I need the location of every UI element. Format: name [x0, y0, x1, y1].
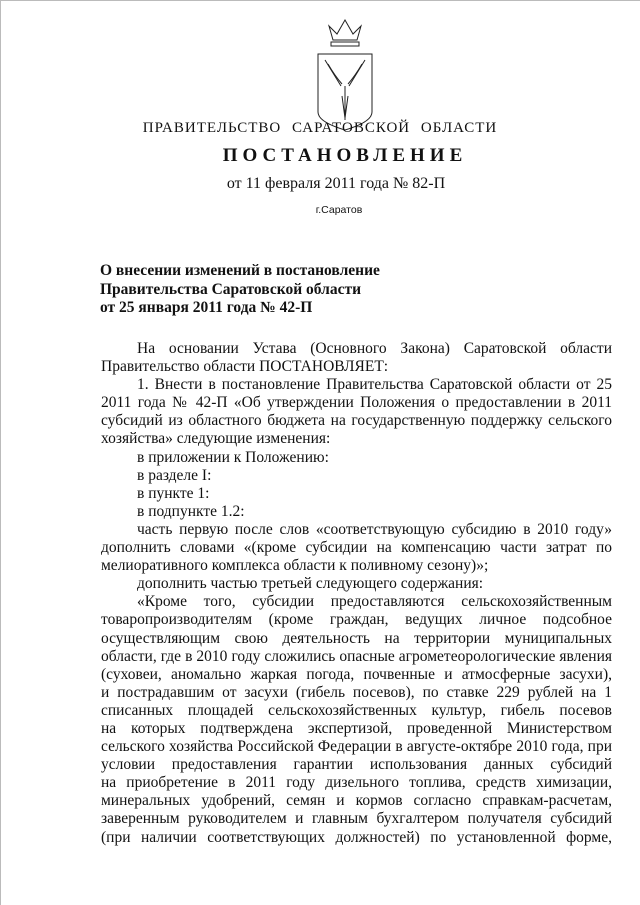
subject-line: О внесении изменений в постановление — [100, 262, 380, 279]
body-line: На основании Устава (Основного Закона) Саратовской области — [137, 340, 612, 357]
body-line: «Кроме того, субсидии предоставляются сельскохозяйственным — [137, 593, 612, 611]
subject-line: от 25 января 2011 года № 42-П — [100, 299, 313, 316]
body-line: 1. Внести в постановление Правительства Саратовской области от 25 — [137, 376, 612, 394]
document-body — [101, 340, 612, 847]
saratov-coat-of-arms-icon — [315, 14, 375, 134]
body-line: часть первую после слов «соответствующую субсидию в 2010 году» — [137, 520, 612, 538]
body-line: на приобретение в 2011 году дизельного топлива, средств химизации, — [101, 774, 612, 792]
government-name: ПРАВИТЕЛЬСТВО САРАТОВСКОЙ ОБЛАСТИ — [142, 120, 498, 136]
document-subject — [100, 262, 380, 318]
body-line: (суховеи, аномально жаркая погода, почвенные и атмосферные засухи), — [101, 665, 612, 683]
body-line: дополнить словами «(кроме субсидии на компенсацию части затрат по — [101, 539, 612, 557]
body-line: на которых подтверждена экспертизой, проведенной Министерством — [101, 719, 612, 737]
body-line: списанных площадей сельскохозяйственных культур, гибель посевов — [101, 701, 612, 719]
body-line: заверенным руководителем и главным бухгалтером получателя субсидий — [101, 810, 612, 828]
body-line: хозяйства» следующие изменения: — [101, 430, 331, 448]
body-line: в разделе I: — [137, 466, 212, 484]
body-line: 2011 года № 42-П «Об утверждении Положения о предоставлении в 2011 — [101, 394, 612, 412]
body-line: мелиоративного комплекса области к поливному сезону)»; — [101, 557, 489, 575]
body-line: в приложении к Положению: — [137, 448, 329, 466]
document-date-number: от 11 февраля 2011 года № 82-П — [226, 175, 446, 192]
document-city: г.Саратов — [315, 204, 363, 216]
body-line: и пострадавшим от засухи (гибель посевов), по ставке 229 рублей на 1 — [101, 683, 612, 701]
subject-line: Правительства Саратовской области — [100, 280, 361, 298]
body-line: товаропроизводителям (кроме граждан, ведущих личное подсобное — [101, 611, 612, 629]
body-line: сельского хозяйства Российской Федерации в августе-октябре 2010 года, при — [101, 738, 612, 756]
body-line: области, где в 2010 году сложились опасные агрометеорологические явления — [101, 647, 612, 665]
body-line: в подпункте 1.2: — [137, 502, 245, 520]
body-line: осуществляющим свою деятельность на территории муниципальных — [101, 629, 612, 647]
body-line: субсидий из областного бюджета на государственную поддержку сельского — [101, 412, 612, 430]
document-type-title: ПОСТАНОВЛЕНИЕ — [222, 145, 468, 166]
body-line: Правительство области ПОСТАНОВЛЯЕТ: — [101, 358, 389, 376]
body-line: в пункте 1: — [137, 484, 210, 502]
body-line: минеральных удобрений, семян и кормов согласно справкам-расчетам, — [101, 792, 612, 810]
body-line: (при наличии соответствующих должностей) по установленной форме, — [101, 828, 612, 846]
body-line: дополнить частью третьей следующего содержания: — [137, 575, 484, 593]
body-line: условии предоставления гарантии использования данных субсидий — [101, 756, 612, 774]
